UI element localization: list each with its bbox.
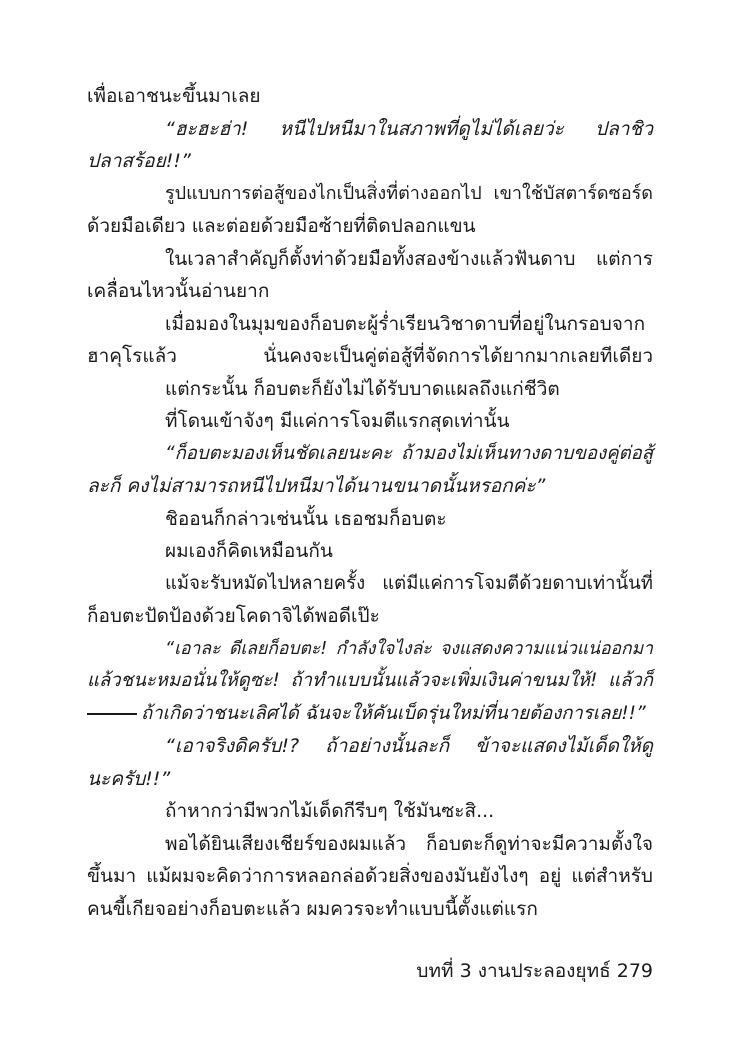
text-line-6: ในเวลาสำคัญก็ตั้งท่าด้วยมือทั้งสองข้างแล้วฟันดาบ แต่การ [165, 247, 653, 270]
dialogue-line-20-text: ถ้าเกิดว่าชนะเลิศได้ ฉันจะให้คันเบ็ดรุ่นใหม่ที่นายต้องการเลย!!” [141, 702, 646, 724]
text-line-9: ฮาคุโรแล้ว นั่นคงจะเป็นคู่ต่อสู้ที่จัดการได้ยากมากเลยทีเดียว [87, 345, 653, 367]
dialogue-line-19: แล้วชนะหมอนั่นให้ดูซะ! ถ้าทำแบบนั้นแล้วจะเพิ่มเงินค่าขนมให้! แล้วก็ [87, 670, 653, 691]
text-line-14: ชิออนก็กล่าวเช่นนั้น เธอชมก็อบตะ [165, 507, 447, 530]
text-line-5: ด้วยมือเดียว และต่อยด้วยมือซ้ายที่ติดปลอกแขน [87, 215, 476, 237]
dialogue-line-18: “เอาละ ดีเลยก็อบตะ! กำลังใจไงล่ะ จงแสดงความแน่วแน่ออกมา [165, 638, 653, 659]
text-line-24: พอได้ยินเสียงเชียร์ของผมแล้ว ก็อบตะก็ดูท่าจะมีความตั้งใจ [165, 832, 653, 855]
text-line-7: เคลื่อนไหวนั้นอ่านยาก [87, 280, 270, 302]
dialogue-line-13: ละก็ คงไม่สามารถหนีไปหนีมาได้นานขนาดนั้นหรอกค่ะ” [87, 475, 546, 497]
text-line-15: ผมเองก็คิดเหมือนกัน [165, 540, 333, 562]
text-line-4: รูปแบบการต่อสู้ของไกเป็นสิ่งที่ต่างออกไป เขาใช้บัสตาร์ดซอร์ด [165, 182, 653, 204]
dialogue-line-20 [87, 698, 653, 731]
dialogue-line-2: “ฮะฮะฮ่า! หนีไปหนีมาในสภาพที่ดูไม่ได้เลยว่ะ ปลาชิว [165, 117, 653, 140]
em-dash-rule [87, 713, 137, 715]
dialogue-line-21: “เอาจริงดิครับ!? ถ้าอย่างนั้นละก็ ข้าจะแสดงไม้เด็ดให้ดู [165, 735, 653, 757]
text-line-10: แต่กระนั้น ก็อบตะก็ยังไม่ได้รับบาดแผลถึงแก่ชีวิต [165, 377, 560, 400]
dialogue-line-12: “ก็อบตะมองเห็นชัดเลยนะคะ ถ้ามองไม่เห็นทางดาบของคู่ต่อสู้ [165, 442, 653, 464]
page-footer: บทที่ 3 งานประลองยุทธ์ 279 [416, 960, 653, 982]
text-line-23: ถ้าหากว่ามีพวกไม้เด็ดกีรีบๆ ใช้มันซะสิ... [165, 800, 495, 822]
dialogue-line-22: นะครับ!!” [87, 767, 171, 790]
page-body [87, 80, 653, 925]
text-line-16: แม้จะรับหมัดไปหลายครั้ง แต่มีแค่การโจมตีด้วยดาบเท่านั้นที่ [165, 572, 653, 594]
text-line-1: เพื่อเอาชนะขึ้นมาเลย [87, 85, 261, 107]
text-line-17: ก็อบตะปัดป้องด้วยโคดาจิได้พอดีเป๊ะ [87, 605, 380, 627]
text-line-25: ขึ้นมา แม้ผมจะคิดว่าการหลอกล่อด้วยสิ่งของมันยังไงๆ อยู่ แต่สำหรับ [87, 865, 653, 887]
text-line-8: เมื่อมองในมุมของก็อบตะผู้ร่ำเรียนวิชาดาบที่อยู่ในกรอบจาก [165, 312, 646, 335]
text-line-11: ที่โดนเข้าจังๆ มีแค่การโจมตีแรกสุดเท่านั้น [165, 410, 510, 432]
text-line-26: คนขี้เกียจอย่างก็อบตะแล้ว ผมควรจะทำแบบนี้ตั้งแต่แรก [87, 897, 538, 920]
dialogue-line-3: ปลาสร้อย!!” [87, 150, 191, 172]
